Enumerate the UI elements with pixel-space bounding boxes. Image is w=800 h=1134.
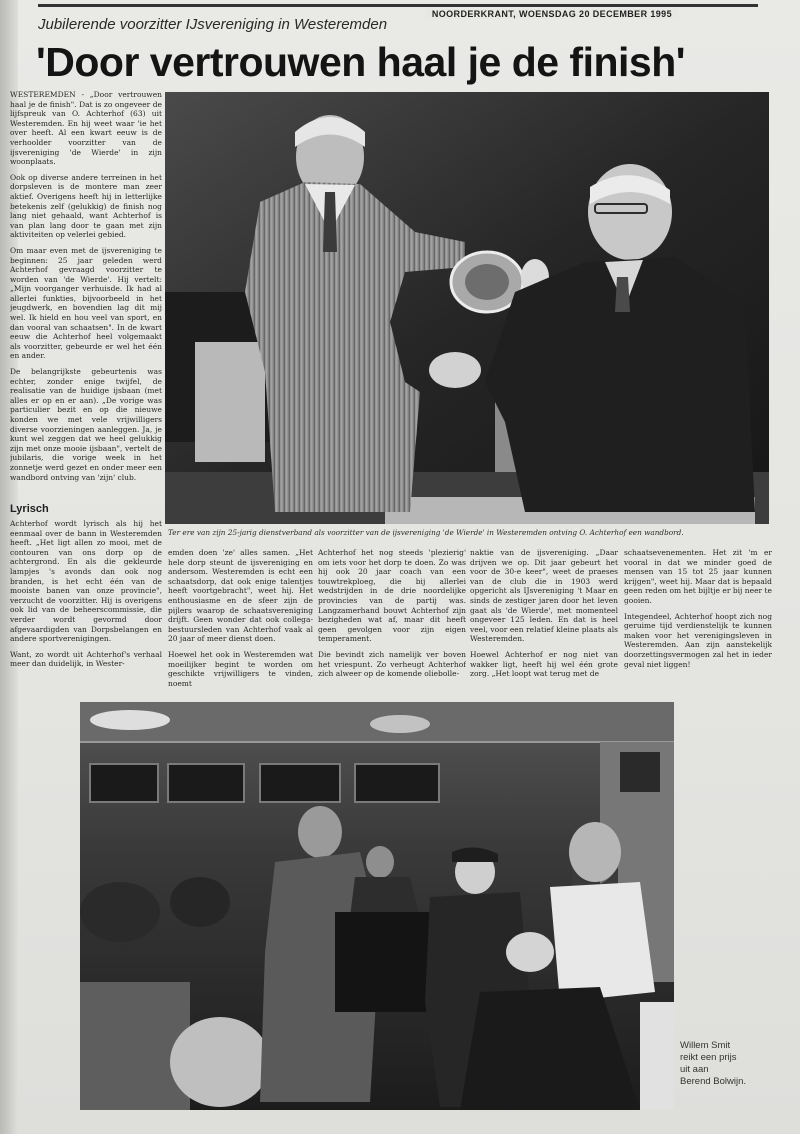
- paragraph: Ook op diverse andere terreinen in het dorpsleven is de montere man zeer aktief. Overigens heeft hij in letterlijke betekenis zelf (gelukkig) de finish nog lang niet gehaald, want Achterhof is van plan lang door te gaan met zijn aktiviteiten op velerlei gebied.: [10, 172, 162, 240]
- subhead-lyrisch: Lyrisch: [10, 503, 49, 515]
- kicker: Jubilerende voorzitter IJsvereniging in Westeremden: [38, 16, 388, 33]
- article-column-4: [470, 548, 618, 693]
- article-column-5: [624, 548, 772, 693]
- article-column-2: [168, 548, 313, 693]
- paragraph: De belangrijkste gebeurtenis was echter, zonder enige twijfel, de realisatie van de huidige ijsbaan (met alles er op en er aan). „De vorige was particulier bezit en op die nieuwe konden we met vele vrijwilligers diverse voorzieningen aanleggen. Ja, je kunt wel zeggen dat we heel gelukkig zijn met onze mooie ijsbaan", vertelt de jubilaris, die vorige week in het zonnetje werd gezet en onder meer een wandbord ontving van 'zijn' club.: [10, 367, 162, 482]
- paragraph: WESTEREMDEN - „Door vertrouwen haal je de finish". Dat is zo ongeveer de lijfspreuk van O. Achterhof (63) uit Westeremden. En hij weet waar 'ie het over heeft. Al een kwart eeuw is de verhoolder voorzitter van de ijsvereniging 'de Wierde' in zijn woonplaats.: [10, 90, 162, 167]
- paragraph: emden doen 'ze' alles samen. „Het hele dorp steunt de ijsvereniging en andersom. Westeremden is echt een schaatsdorp, dat ook enige talentjes heeft voortgebracht", weet hij. Het enthousiasme en de sfeer zijn de pijlers waarop de schaatsvereniging drijft. Geen wonder dat ook collega-bestuursleden van Achterhof vaak al 20 jaar of meer dienst doen.: [168, 548, 313, 644]
- photo1-caption: Ter ere van zijn 25-jarig dienstverband als voorzitter van de ijsvereniging 'de Wierde' in Westeremden ontving O. Achterhof een wandbord.: [168, 528, 684, 537]
- masthead: NOORDERKRANT, WOENSDAG 20 DECEMBER 1995: [426, 9, 678, 19]
- paragraph: Achterhof wordt lyrisch als hij het eenmaal over de bann in Westeremden heeft. „Het ligt allen zo mooi, met de contouren van ons dorp op de achtergrond. En als die gekleurde lampjes 's avonds dan ook nog branden, is het echt één van de mooiste banen van onze provincie", verzucht de voorzitter. Hij is overigens ook lid van de beheerscommissie, die verder wordt gevormd door afgevaardigden van Dorpsbelangen en andere sportverenigingen.: [10, 519, 162, 644]
- photo-prize-ceremony: [80, 702, 674, 1110]
- paragraph: Die bevindt zich namelijk ver boven het vriespunt. Zo verheugt Achterhof zich alweer op de komende oliebolle-: [318, 649, 466, 679]
- photo2-illustration: [80, 702, 674, 1110]
- caption-line: Berend Bolwijn.: [680, 1076, 747, 1087]
- caption-line: reikt een prijs: [680, 1052, 737, 1063]
- photo-handshake-presentation: [165, 92, 769, 524]
- lyrisch-column: [10, 519, 162, 689]
- intro-column: [10, 90, 162, 495]
- paragraph: Om maar even met de ijsvereniging te beginnen: 25 jaar geleden werd Achterhof gevraagd voorzitter te worden van 'de Wierde'. Hij vertelt: „Mijn voorganger verhuisde. Ik had al allerlei funkties, bijvoorbeeld in het jeugdwerk, en bovendien lag dit mij wel. Ik hield en hou veel van sport, en dan vooral van schaatsen". In de kwart eeuw die Achterhof heel volgemaakt als voorzitter, gebeurde er wel het één en ander.: [10, 245, 162, 361]
- photo-illustration: [165, 92, 769, 524]
- paragraph: Hoewel het ook in Westeremden wat moeilijker begint te worden om geschikte vrijwilligers te vinden, noemt: [168, 649, 313, 688]
- caption-line: Willem Smit: [680, 1040, 731, 1051]
- paragraph: naktie van de ijsvereniging. „Daar drijven we op. Dit jaar gebeurt het voor de 30-e keer", weet de praeses van de club die in 1903 werd opgericht als IJsvereniging 't Maar en sinds de zestiger jaren door het leven gaat als 'de Wierde', met momenteel ongeveer 125 leden. En dat is heel veel, voor een relatief kleine plaats als Westeremden.: [470, 548, 618, 644]
- paragraph: schaatsevenementen. Het zit 'm er vooral in dat we minder goed de mensen van 15 tot 25 jaar kunnen krijgen", weet hij. Maar dat is bepaald geen reden om het bijltje er bij neer te gooien.: [624, 548, 772, 605]
- article-column-3: [318, 548, 466, 693]
- caption-line: uit aan: [680, 1064, 709, 1075]
- paragraph: Hoewel Achterhof er nog niet van wakker ligt, heeft hij wel één grote zorg. „Het loopt wat terug met de: [470, 649, 618, 679]
- paragraph: Achterhof het nog steeds 'plezierig' om iets voor het dorp te doen. Zo was hij ook 20 jaar coach van een touwtrekploeg, die bij allerlei wedstrijden in de drie noordelijke provincies van de partij was. Langzamerhand bouwt Achterhof zijn bezigheden wat af, maar dit heeft geen gevolgen voor zijn eigen temperament.: [318, 548, 466, 644]
- paragraph: Want, zo wordt uit Achterhof's verhaal meer dan duidelijk, in Wester-: [10, 649, 162, 669]
- headline: 'Door vertrouwen haal je de finish': [36, 39, 686, 85]
- paragraph: Integendeel, Achterhof hoopt zich nog geruime tijd verdienstelijk te kunnen maken voor het verenigingsleven in Westeremden. Aan zijn aanstekelijk doorzettingsvermogen zal het in ieder geval niet liggen!: [624, 611, 772, 669]
- photo2-caption: [680, 1040, 790, 1088]
